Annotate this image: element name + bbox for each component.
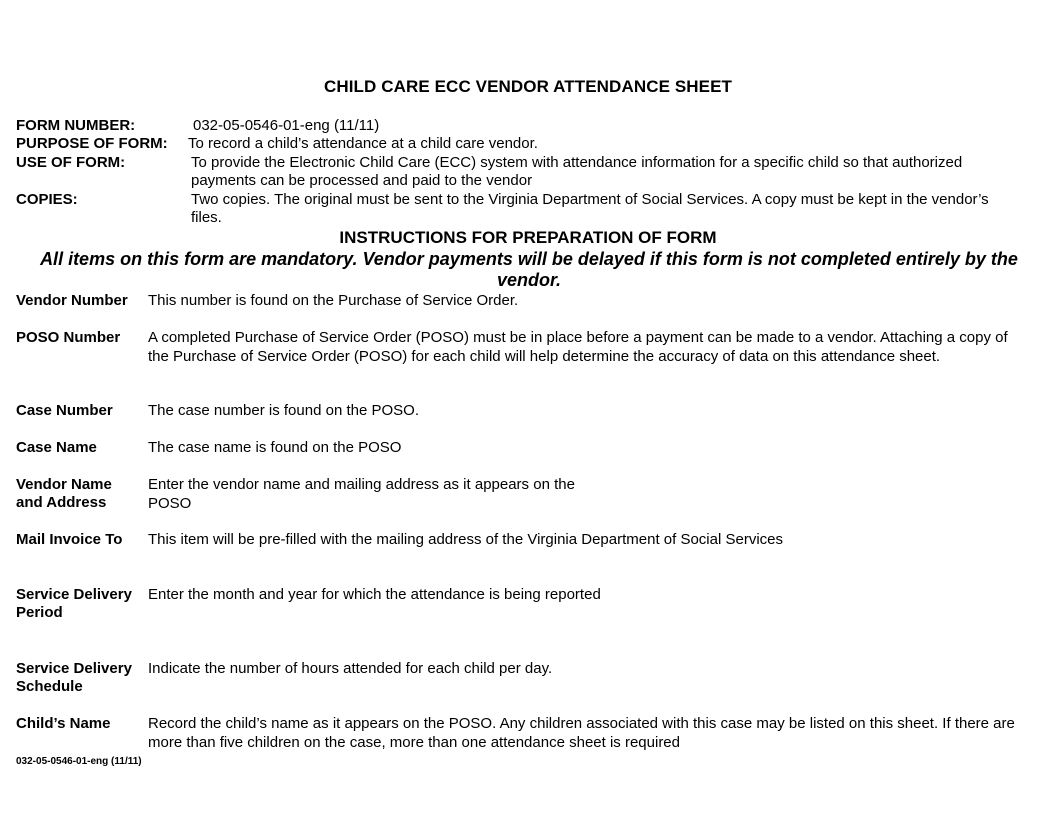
form-number-value: 032-05-0546-01-eng (11/11) [193, 117, 380, 134]
field-desc-case-name: The case name is found on the POSO [148, 439, 402, 456]
field-label-vendor-name-address: Vendor Name and Address [16, 476, 112, 511]
form-title: CHILD CARE ECC VENDOR ATTENDANCE SHEET [323, 77, 733, 96]
field-desc-vendor-name-address: Enter the vendor name and mailing address as it appears on the POSO [148, 476, 575, 512]
field-label-poso-number: POSO Number [16, 329, 121, 346]
field-label-case-name: Case Name [16, 439, 97, 456]
field-label-service-delivery-schedule: Service Delivery Schedule [16, 660, 132, 695]
field-desc-poso-number: A completed Purchase of Service Order (POSO) must be in place before a payment can be made to a vendor. Attaching a copy of the Purchase of Service Order (POSO) for each child will help determine the accuracy of data on this attendance sheet. [148, 329, 1008, 365]
purpose-value: To record a child’s attendance at a child care vendor. [188, 135, 538, 152]
copies-label: COPIES: [16, 191, 78, 208]
field-desc-service-delivery-period: Enter the month and year for which the attendance is being reported [148, 586, 601, 603]
form-number-label: FORM NUMBER: [16, 117, 136, 134]
copies-value: Two copies. The original must be sent to the Virginia Department of Social Services. A copy must be kept in the vendor’s files. [191, 191, 989, 226]
field-label-childs-name: Child’s Name [16, 715, 111, 732]
field-desc-childs-name: Record the child’s name as it appears on the POSO. Any children associated with this case may be listed on this sheet. If there are more than five children on the case, more than one attendance sheet is required [148, 715, 1015, 751]
field-desc-service-delivery-schedule: Indicate the number of hours attended for each child per day. [148, 660, 553, 677]
use-label: USE OF FORM: [16, 154, 126, 171]
field-desc-vendor-number: This number is found on the Purchase of Service Order. [148, 292, 519, 309]
use-value: To provide the Electronic Child Care (ECC) system with attendance information for a specific child so that authorized payments can be processed and paid to the vendor [191, 154, 963, 189]
field-label-mail-invoice-to: Mail Invoice To [16, 531, 123, 548]
instructions-heading: INSTRUCTIONS FOR PREPARATION OF FORM [339, 228, 717, 247]
footer-form-code: 032-05-0546-01-eng (11/11) [16, 756, 142, 767]
purpose-label: PURPOSE OF FORM: [16, 135, 168, 152]
field-label-vendor-number: Vendor Number [16, 292, 128, 309]
mandatory-note: All items on this form are mandatory. Vendor payments will be delayed if this form is not completed entirely by the vendor. [40, 249, 1018, 290]
field-desc-case-number: The case number is found on the POSO. [148, 402, 419, 419]
field-desc-mail-invoice-to: This item will be pre-filled with the mailing address of the Virginia Department of Social Services [148, 531, 784, 548]
field-label-case-number: Case Number [16, 402, 113, 419]
field-label-service-delivery-period: Service Delivery Period [16, 586, 132, 621]
